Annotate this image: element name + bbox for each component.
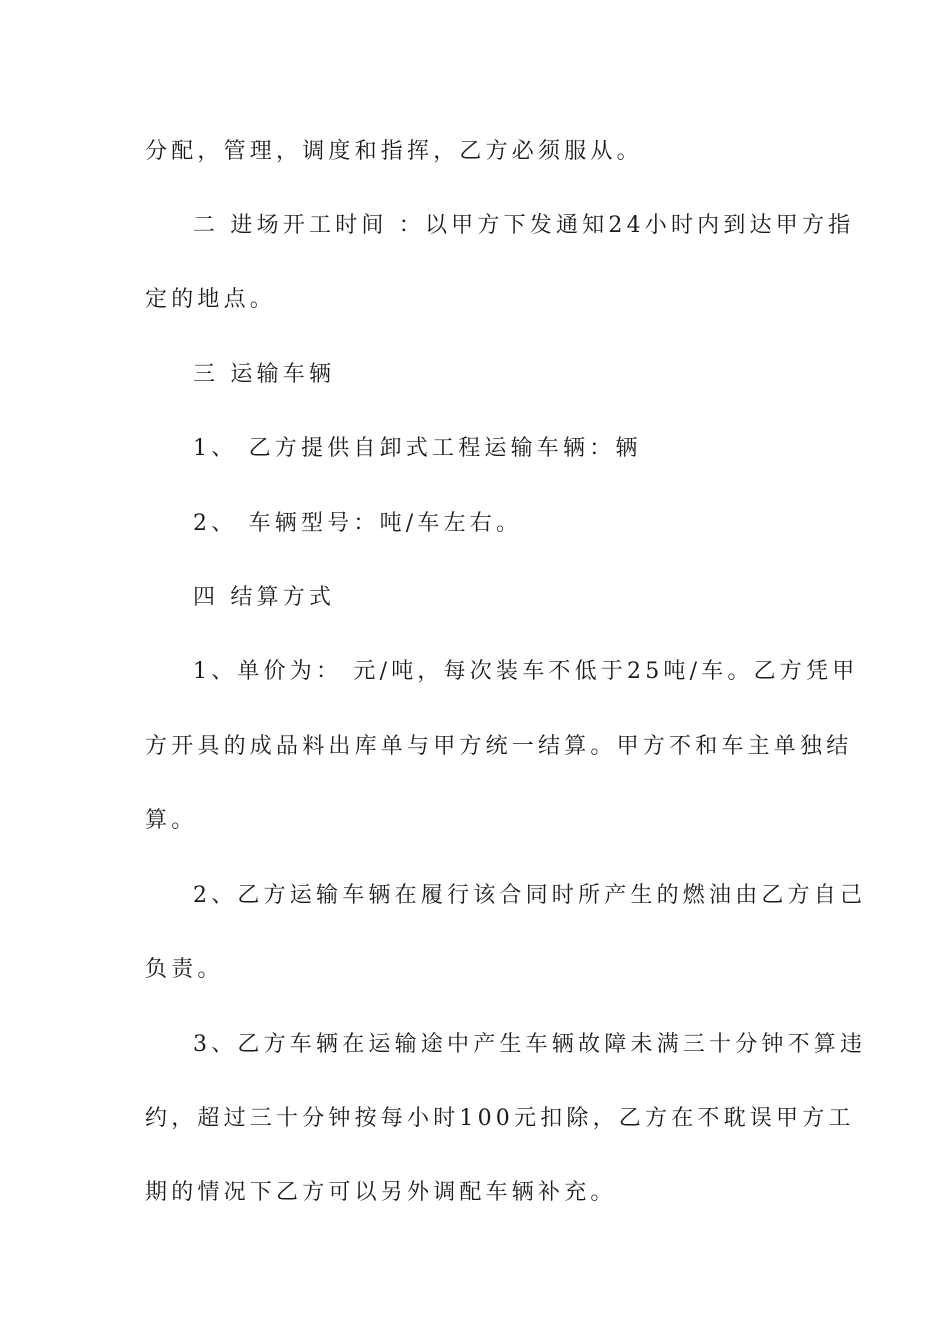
text-line-10: 算。 [145, 808, 198, 833]
text-line-15: 期的情况下乙方可以另外调配车辆补充。 [145, 1180, 617, 1205]
text-line-11: 2、乙方运输车辆在履行该合同时所产生的燃油由乙方自己 [193, 883, 867, 908]
text-line-9: 方开具的成品料出库单与甲方统一结算。甲方不和车主单独结 [145, 734, 853, 759]
text-line-2: 二 进场开工时间 ：以甲方下发通知24小时内到达甲方指 [193, 213, 855, 238]
text-line-1: 分配，管理，调度和指挥，乙方必须服从。 [145, 139, 643, 164]
text-line-7: 四 结算方式 [193, 585, 336, 610]
text-line-5: 1、 乙方提供自卸式工程运输车辆：辆 [193, 436, 642, 461]
text-line-8: 1、单价为： 元/吨，每次装车不低于25吨/车。乙方凭甲 [193, 659, 859, 684]
text-line-12: 负责。 [145, 957, 224, 982]
text-line-4: 三 运输车辆 [193, 362, 336, 387]
text-line-3: 定的地点。 [145, 287, 277, 312]
text-line-14: 约，超过三十分钟按每小时100元扣除，乙方在不耽误甲方工 [145, 1106, 855, 1131]
text-line-6: 2、 车辆型号：吨/车左右。 [193, 511, 523, 536]
text-line-13: 3、乙方车辆在运输途中产生车辆故障未满三十分钟不算违 [193, 1032, 867, 1057]
